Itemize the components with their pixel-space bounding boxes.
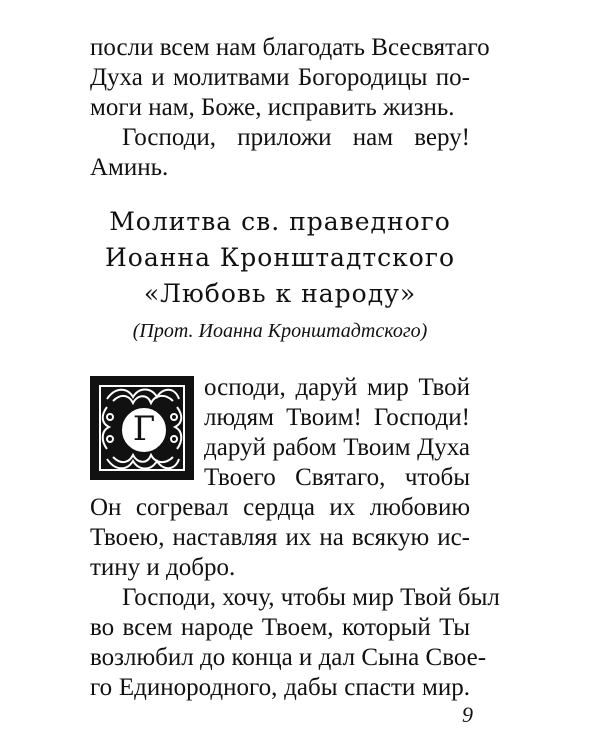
text-line: Твоею, наставляя их на всякую ис- <box>90 524 470 551</box>
text-line: моги нам, Боже, исправить жизнь. <box>90 94 455 121</box>
text-line: посли всем нам благодать Всесвятаго <box>90 34 490 61</box>
text-line: людям Твоим! Господи! <box>204 404 470 431</box>
text-line: Твоего Святаго, чтобы <box>204 464 470 491</box>
title-line: «Любовь к народу» <box>143 279 417 308</box>
title-line: Молитва св. праведного <box>109 207 451 236</box>
text-line: го Единородного, дабы спасти мир. <box>90 674 470 701</box>
text-line: во всем народе Твоем, который Ты <box>90 614 470 641</box>
text-line: Он согревал сердца их любовию <box>90 494 470 521</box>
text-line: Господи, хочу, чтобы мир Твой был <box>122 584 500 611</box>
text-line: тину и добро. <box>90 554 236 581</box>
drop-cap-letter: Г <box>132 409 156 449</box>
title-line: Иоанна Кронштадтского <box>104 243 456 272</box>
page-number: 9 <box>462 702 473 727</box>
text-line: Господи, приложи нам веру! <box>122 124 470 151</box>
drop-cap <box>90 376 194 480</box>
text-line: Духа и молитвами Богородицы по- <box>90 64 470 91</box>
text-line: осподи, даруй мир Твой <box>204 374 470 401</box>
text-line: возлюбил до конца и дал Сына Свое- <box>90 644 487 671</box>
attribution: (Прот. Иоанна Кронштадтского) <box>132 320 428 342</box>
text-line: Аминь. <box>90 154 169 181</box>
text-line: даруй рабом Твоим Духа <box>204 434 470 461</box>
